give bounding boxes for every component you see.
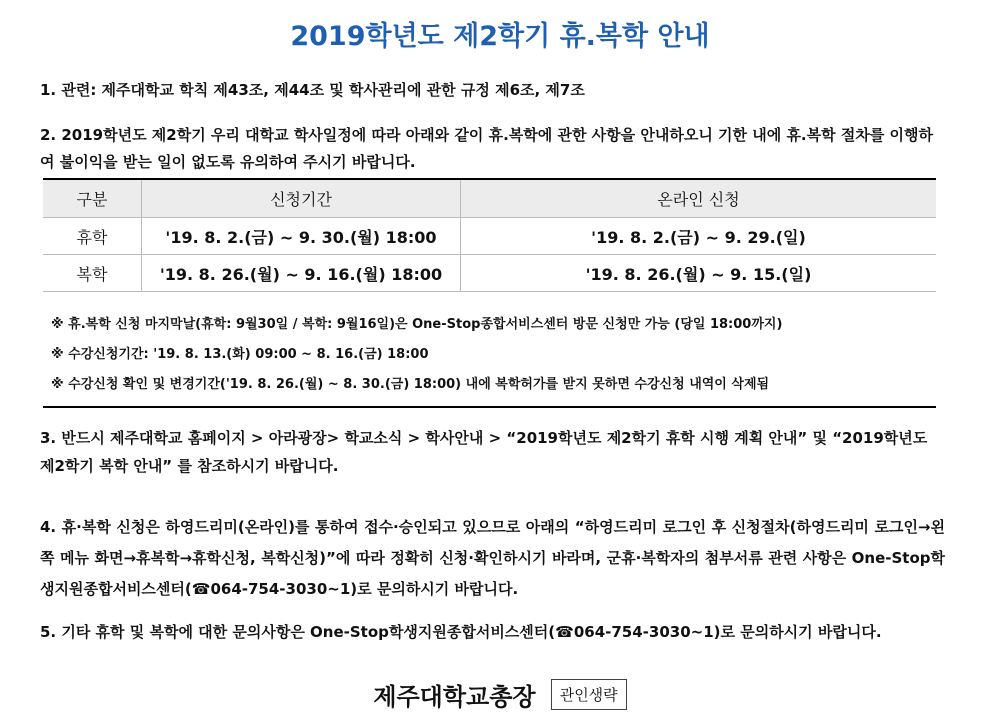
note-registration-period: ※ 수강신청기간: '19. 8. 13.(화) 09:00 ~ 8. 16.(금) 18:00 xyxy=(51,347,429,362)
header-category: 구분 xyxy=(43,179,142,218)
schedule-table xyxy=(43,178,936,292)
table-row xyxy=(43,255,936,292)
item-4-online-application: 4. 휴·복학 신청은 하영드리미(온라인)를 통하여 접수·승인되고 있으므로 아래의 “하영드리미 로그인 후 신청절차(하영드리미 로그인→왼쪽 메뉴 화면→휴복학→휴학신청, 복학신청)”에 따라 정확히 신청·확인하시기 바라며, 군휴·복학자의 첨부서류 관련 사항은 One-Stop학생지원종합서비스센터(☎064-754-3030~1)로 문의하시기 바랍니다. xyxy=(40,518,945,598)
row-label: 휴학 xyxy=(43,218,142,255)
row-period: '19. 8. 2.(금) ~ 9. 30.(월) 18:00 xyxy=(142,218,461,255)
notes-box xyxy=(43,304,936,408)
row-online: '19. 8. 2.(금) ~ 9. 29.(일) xyxy=(461,218,937,255)
row-online: '19. 8. 26.(월) ~ 9. 15.(일) xyxy=(461,255,937,292)
header-online: 온라인 신청 xyxy=(461,179,937,218)
header-period: 신청기간 xyxy=(142,179,461,218)
signer-name: 제주대학교총장 xyxy=(373,682,536,711)
note-change-period: ※ 수강신청 확인 및 변경기간('19. 8. 26.(월) ~ 8. 30.(금) 18:00) 내에 복학허가를 받지 못하면 수강신청 내역이 삭제됨 xyxy=(51,377,770,392)
document-title: 2019학년도 제2학기 휴.복학 안내 xyxy=(290,21,710,52)
row-period: '19. 8. 26.(월) ~ 9. 16.(월) 18:00 xyxy=(142,255,461,292)
item-1-regulation: 1. 관련: 제주대학교 학칙 제43조, 제44조 및 학사관리에 관한 규정 제6조, 제7조 xyxy=(40,81,585,99)
table-header-row xyxy=(43,179,936,218)
note-last-day: ※ 휴.복학 신청 마지막날(휴학: 9월30일 / 복학: 9월16일)은 One-Stop종합서비스센터 방문 신청만 가능 (당일 18:00까지) xyxy=(51,317,783,332)
item-5-inquiry: 5. 기타 휴학 및 복학에 대한 문의사항은 One-Stop학생지원종합서비스센터(☎064-754-3030~1)로 문의하시기 바랍니다. xyxy=(40,623,882,641)
signature-row xyxy=(0,677,1000,712)
table-row xyxy=(43,218,936,255)
seal-omitted-box: 관인생략 xyxy=(551,679,627,710)
item-3-reference: 3. 반드시 제주대학교 홈페이지 > 아라광장> 학교소식 > 학사안내 > “2019학년도 제2학기 휴학 시행 계획 안내” 및 “2019학년도 제2학기 복학 안내” 를 참조하시기 바랍니다. xyxy=(40,429,928,475)
row-label: 복학 xyxy=(43,255,142,292)
item-2-notice: 2. 2019학년도 제2학기 우리 대학교 학사일정에 따라 아래와 같이 휴.복학에 관한 사항을 안내하오니 기한 내에 휴.복학 절차를 이행하여 불이익을 받는 일이 없도록 유의하여 주시기 바랍니다. xyxy=(40,126,933,171)
